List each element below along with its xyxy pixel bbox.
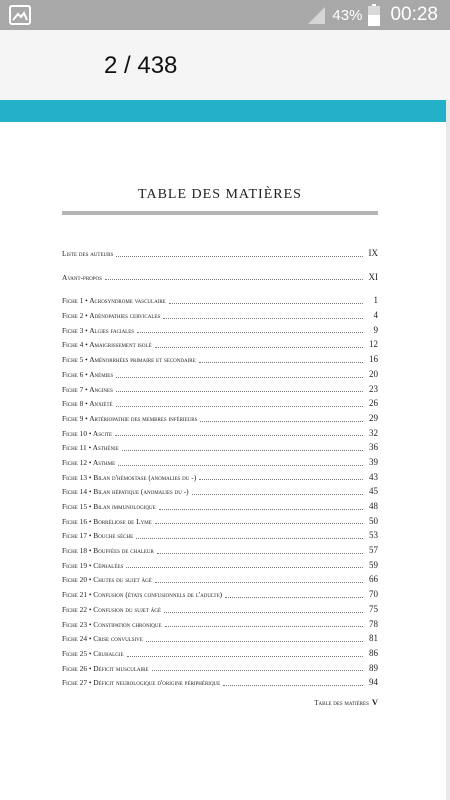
dot-leader — [155, 577, 363, 583]
toc-entry-label: Fiche 9 • Artériopathie des membres inférieurs — [62, 413, 198, 423]
toc-entry[interactable] — [62, 396, 378, 411]
toc-entry-page: 36 — [369, 442, 378, 453]
toc-entry-label: Avant-propos — [62, 272, 102, 282]
toc-entry[interactable] — [62, 440, 378, 455]
toc-entry[interactable] — [62, 675, 378, 690]
toc-entry-label: Fiche 24 • Crise convulsive — [62, 634, 143, 644]
dot-leader — [159, 504, 363, 510]
toc-entry-page: 75 — [369, 603, 378, 614]
toc-entry-page: 20 — [369, 368, 378, 379]
toc-entry-page: 23 — [369, 383, 378, 394]
toc-entry[interactable] — [62, 337, 378, 352]
toc-entry[interactable] — [62, 602, 378, 617]
dot-leader — [122, 445, 363, 451]
image-icon — [9, 5, 31, 25]
toc-entry-page: 12 — [369, 339, 378, 350]
toc-entry-page: 70 — [369, 589, 378, 600]
toc-entry-page: 78 — [369, 618, 378, 629]
dot-leader — [127, 651, 363, 657]
toc-entry-page: 32 — [369, 427, 378, 438]
battery-percent: 43% — [332, 6, 363, 24]
toc-entry[interactable] — [62, 543, 378, 558]
toc-entry-page: XI — [368, 271, 378, 282]
toc-entry-label: Fiche 26 • Déficit musculaire — [62, 663, 149, 673]
toolbar-accent-bar — [0, 100, 446, 122]
toc-entry-page: 16 — [369, 354, 378, 365]
toc-entry[interactable] — [62, 293, 378, 308]
toc-entry[interactable] — [62, 587, 378, 602]
toc-entry[interactable] — [62, 246, 378, 261]
toc-entry[interactable] — [62, 617, 378, 632]
battery-icon — [368, 4, 380, 26]
toc-entry[interactable] — [62, 572, 378, 587]
dot-leader — [137, 327, 363, 333]
toc-entry[interactable] — [62, 382, 378, 397]
dot-leader — [200, 416, 363, 422]
toc-entry[interactable] — [62, 631, 378, 646]
toc-entry[interactable] — [62, 646, 378, 661]
toc-entry-page: 89 — [369, 662, 378, 673]
toc-entry-page: 39 — [369, 456, 378, 467]
toc-entry-label: Fiche 6 • Anémies — [62, 369, 114, 379]
toc-entry-label: Fiche 12 • Asthme — [62, 457, 116, 467]
toc-entry-label: Fiche 23 • Constipation chronique — [62, 619, 162, 629]
toc-entry-label: Fiche 27 • Déficit neurologique d'origine périphérique — [62, 678, 221, 688]
toc-entry-label: Fiche 21 • Confusion (états confusionnels de l'adulte) — [62, 590, 223, 600]
dot-leader — [165, 621, 363, 627]
dot-leader — [152, 665, 363, 671]
toc-entry-label: Fiche 2 • Adénopathies cervicales — [62, 311, 161, 321]
toc-entry-page: 59 — [369, 559, 378, 570]
toc-entry-page: 1 — [373, 295, 378, 306]
toc-entry[interactable] — [62, 470, 378, 485]
dot-leader — [163, 313, 363, 319]
toc-entry-label: Fiche 1 • Acrosyndrome vasculaire — [62, 296, 166, 306]
toc-entry-page: 81 — [369, 633, 378, 644]
toc-entry-label: Fiche 5 • Aménorrhées primaire et secondaire — [62, 355, 196, 365]
toc-entry-label: Fiche 22 • Confusion du sujet âgé — [62, 604, 161, 614]
toc-entry-label: Fiche 10 • Ascite — [62, 428, 113, 438]
toc-entry-page: 9 — [373, 324, 378, 335]
page-footer — [62, 697, 378, 707]
dot-leader — [116, 372, 363, 378]
dot-leader — [164, 607, 363, 613]
dot-leader — [157, 548, 363, 554]
toc-entry[interactable] — [62, 411, 378, 426]
toc-entry-page: 43 — [369, 471, 378, 482]
signal-icon — [306, 5, 326, 25]
dot-leader — [136, 533, 363, 539]
toc-entry-page: 50 — [369, 515, 378, 526]
dot-leader — [115, 430, 363, 436]
toc-entry[interactable] — [62, 455, 378, 470]
dot-leader — [116, 251, 363, 257]
dot-leader — [116, 386, 363, 392]
toc-entry-label: Fiche 7 • Angines — [62, 384, 113, 394]
toc-entry[interactable] — [62, 323, 378, 338]
dot-leader — [146, 636, 363, 642]
dot-leader — [225, 592, 363, 598]
toc-entry-label: Liste des auteurs — [62, 249, 114, 258]
toc-entry-page: 4 — [373, 310, 378, 321]
dot-leader — [192, 489, 363, 495]
toc-entry-label: Fiche 18 • Bouffées de chaleur — [62, 546, 154, 556]
status-right — [306, 0, 438, 30]
dot-leader — [105, 274, 363, 280]
toc-entry-label: Fiche 25 • Cruralgie — [62, 648, 124, 658]
dot-leader — [199, 357, 363, 363]
toc-entry[interactable] — [62, 661, 378, 676]
document-page — [62, 185, 378, 215]
toc-entry-label: Fiche 4 • Amaigrissement isolé — [62, 340, 152, 350]
toc-entry-label: Fiche 11 • Asthénie — [62, 443, 119, 453]
footer-page-number: V — [371, 697, 378, 707]
toc-entry-label: Fiche 19 • Céphalées — [62, 560, 124, 570]
toc-entry[interactable] — [62, 308, 378, 323]
toc-title: TABLE DES MATIÈRES — [138, 187, 302, 202]
toc-list — [62, 246, 378, 690]
toc-entry[interactable] — [62, 514, 378, 529]
toc-entry[interactable] — [62, 426, 378, 441]
toc-entry-page: 66 — [369, 574, 378, 585]
toc-entry-label: Fiche 13 • Bilan d'hémostase (anomalies du -) — [62, 472, 197, 482]
status-bar — [0, 0, 450, 30]
toc-entry-label: Fiche 3 • Algies faciales — [62, 325, 135, 335]
toc-entry[interactable] — [62, 484, 378, 499]
toc-entry-page: IX — [368, 248, 378, 258]
scroll-edge[interactable] — [446, 100, 450, 800]
toc-entry[interactable] — [62, 352, 378, 367]
toc-entry-page: 53 — [369, 530, 378, 541]
toc-entry-page: 57 — [369, 545, 378, 556]
title-divider — [62, 211, 378, 215]
toc-entry-page: 29 — [369, 412, 378, 423]
toc-entry[interactable] — [62, 558, 378, 573]
toc-entry-label: Fiche 8 • Anxiété — [62, 399, 113, 409]
toc-entry-page: 26 — [369, 398, 378, 409]
toc-entry[interactable] — [62, 528, 378, 543]
dot-leader — [118, 460, 363, 466]
page-indicator: 2 / 438 — [104, 52, 178, 79]
dot-leader — [126, 562, 363, 568]
dot-leader — [169, 298, 363, 304]
dot-leader — [116, 401, 363, 407]
toc-entry-page: 94 — [369, 677, 378, 688]
toc-entry-label: Fiche 14 • Bilan hépatique (anomalies du -) — [62, 487, 189, 497]
app-bar — [0, 30, 450, 100]
toc-entry[interactable] — [62, 367, 378, 382]
toc-entry-page: 86 — [369, 647, 378, 658]
toc-entry-page: 48 — [369, 501, 378, 511]
dot-leader — [155, 518, 363, 524]
toc-entry-label: Fiche 17 • Bouche sèche — [62, 531, 134, 541]
dot-leader — [155, 342, 363, 348]
toc-entry-label: Fiche 20 • Chutes du sujet âgé — [62, 575, 152, 585]
clock: 00:28 — [390, 4, 438, 25]
toc-entry-label: Fiche 16 • Borréliose de Lyme — [62, 516, 152, 526]
footer-label: Table des matières — [314, 700, 369, 707]
dot-leader — [223, 680, 363, 686]
toc-entry[interactable] — [62, 499, 378, 514]
dot-leader — [199, 474, 363, 480]
toc-entry[interactable] — [62, 270, 378, 285]
toc-entry-label: Fiche 15 • Bilan immunologique — [62, 502, 156, 511]
toc-entry-page: 45 — [369, 486, 378, 497]
